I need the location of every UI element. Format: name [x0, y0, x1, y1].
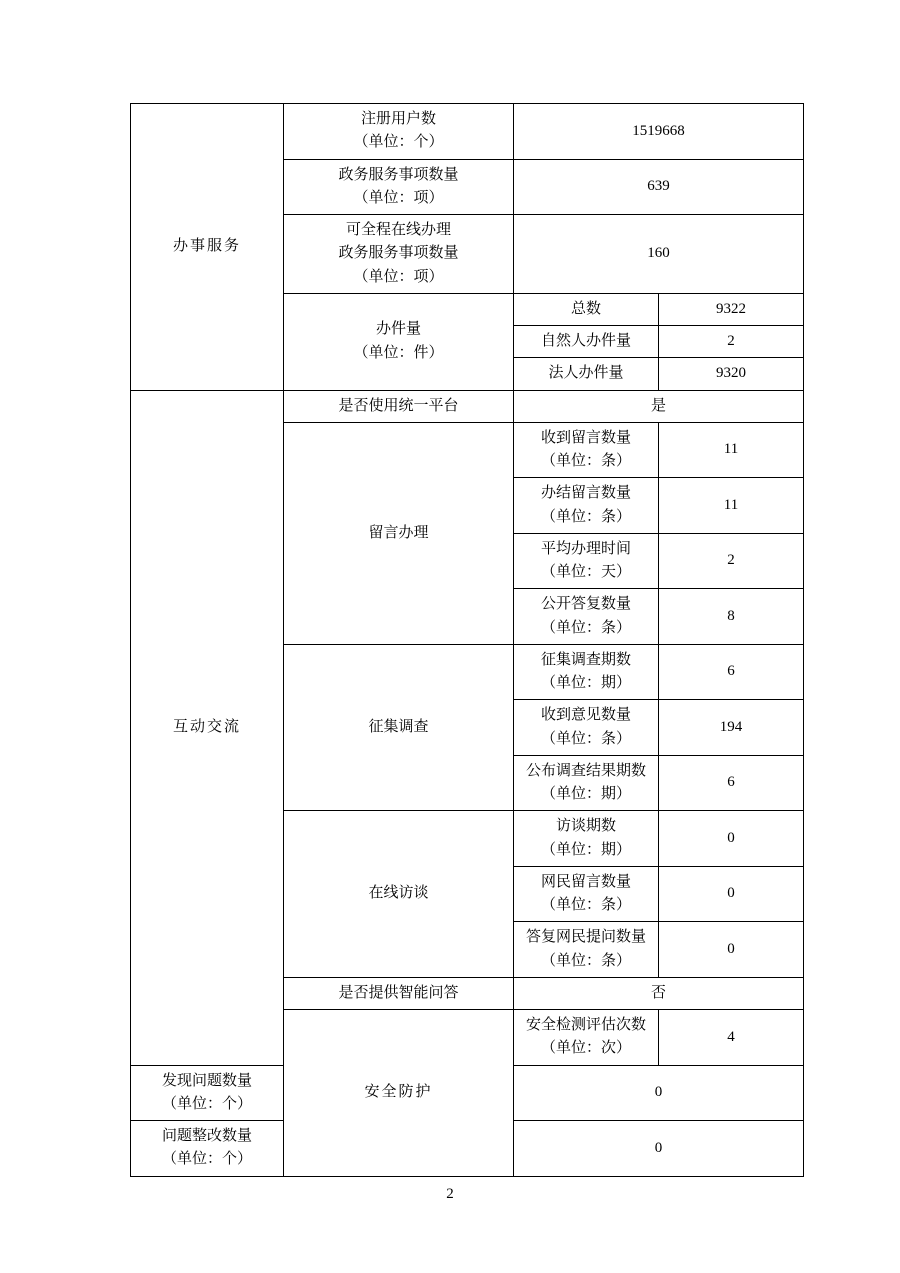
sub-label-unit: （单位：条）	[540, 508, 631, 525]
value-service-matters-count: 639	[514, 159, 804, 215]
government-website-report-table	[130, 103, 804, 1177]
page-number: 2	[446, 1186, 454, 1202]
sub-label-unit: （单位：条）	[540, 453, 631, 469]
item-label-line1: 可全程在线办理	[345, 222, 451, 238]
item-unit: （单位：项）	[353, 268, 444, 285]
item-smart-qa	[284, 977, 514, 1009]
sub-label-text: 公开答复数量	[540, 596, 631, 613]
sub-label-netizen-replies	[514, 922, 659, 978]
value-survey-periods: 6	[659, 644, 804, 700]
value-handled-legal-person: 9320	[659, 358, 804, 390]
sub-label-average-handling-time	[514, 533, 659, 589]
sub-label-legal-person: 法人办件量	[514, 358, 659, 390]
item-label: 安全检测评估次数	[525, 1017, 646, 1033]
sub-label-text: 平均办理时间	[540, 540, 631, 557]
item-label: 政务服务事项数量	[338, 166, 459, 183]
item-unified-platform	[284, 390, 514, 422]
sub-label-unit: （单位：条）	[540, 897, 631, 913]
item-security-assessments	[514, 1010, 659, 1066]
value-netizen-messages: 0	[659, 866, 804, 922]
sub-label-unit: （单位：条）	[540, 952, 631, 969]
sub-label-unit: （单位：条）	[540, 619, 631, 636]
item-survey-collection	[284, 644, 514, 811]
item-label: 注册用户数	[360, 111, 436, 127]
item-label: 征集调查	[368, 718, 429, 735]
item-unit: （单位：个）	[353, 134, 444, 151]
sub-label-interview-periods	[514, 811, 659, 867]
value-netizen-replies: 0	[659, 922, 804, 978]
item-issues-rectified	[131, 1121, 284, 1177]
item-unit: （单位：件）	[353, 344, 444, 361]
item-unit: （单位：个）	[161, 1095, 252, 1112]
value-public-replies: 8	[659, 589, 804, 645]
sub-label-natural-person: 自然人办件量	[514, 326, 659, 358]
sub-label-messages-completed	[514, 478, 659, 534]
item-unit: （单位：个）	[161, 1151, 252, 1168]
value-messages-completed: 11	[659, 478, 804, 534]
sub-label-opinions-received	[514, 700, 659, 756]
value-messages-received: 11	[659, 422, 804, 478]
sub-label-text: 答复网民提问数量	[525, 929, 646, 946]
value-handled-natural-person: 2	[659, 326, 804, 358]
value-issues-found: 0	[514, 1065, 804, 1121]
item-fully-online-matters	[284, 215, 514, 294]
sub-label-netizen-messages	[514, 866, 659, 922]
item-label: 是否提供智能问答	[338, 984, 459, 1001]
value-average-handling-time: 2	[659, 533, 804, 589]
sub-label-total: 总数	[514, 293, 659, 325]
value-smart-qa: 否	[514, 977, 804, 1009]
sub-label-unit: （单位：天）	[540, 564, 631, 580]
sub-label-text: 收到意见数量	[540, 707, 631, 724]
item-issues-found	[131, 1065, 284, 1121]
sub-label-text: 办结留言数量	[540, 485, 631, 502]
item-label-line2: 政务服务事项数量	[338, 245, 459, 262]
value-fully-online-matters: 160	[514, 215, 804, 294]
sub-label-text: 公布调查结果期数	[525, 762, 646, 779]
value-handled-total: 9322	[659, 293, 804, 325]
item-label: 是否使用统一平台	[338, 397, 459, 414]
value-registered-users: 1519668	[514, 104, 804, 160]
sub-label-public-replies	[514, 589, 659, 645]
sub-label-survey-periods	[514, 644, 659, 700]
value-issues-rectified: 0	[514, 1121, 804, 1177]
sub-label-unit: （单位：期）	[540, 841, 631, 858]
category-cell-interaction: 互动交流	[131, 390, 284, 1065]
item-online-interview	[284, 811, 514, 978]
sub-label-unit: （单位：期）	[540, 786, 631, 802]
sub-label-text: 访谈期数	[555, 818, 616, 835]
value-interview-periods: 0	[659, 811, 804, 867]
sub-label-published-results	[514, 755, 659, 811]
item-message-handling	[284, 422, 514, 644]
sub-label-text: 网民留言数量	[540, 873, 631, 890]
category-cell-security: 安全防护	[284, 1010, 514, 1177]
item-label: 办件量	[375, 321, 421, 338]
item-label: 在线访谈	[368, 885, 429, 902]
report-table-container	[130, 103, 788, 1177]
table-row	[131, 104, 804, 160]
category-cell-service: 办事服务	[131, 104, 284, 391]
value-published-results: 6	[659, 755, 804, 811]
item-registered-users	[284, 104, 514, 160]
item-unit: （单位：次）	[540, 1040, 631, 1057]
item-label: 发现问题数量	[161, 1072, 252, 1089]
item-unit: （单位：项）	[353, 189, 444, 206]
item-service-matters-count	[284, 159, 514, 215]
value-opinions-received: 194	[659, 700, 804, 756]
value-unified-platform: 是	[514, 390, 804, 422]
value-security-assessments: 4	[659, 1010, 804, 1066]
item-label: 问题整改数量	[161, 1128, 252, 1144]
sub-label-unit: （单位：条）	[540, 730, 631, 747]
item-label: 留言办理	[368, 524, 429, 541]
table-row	[131, 390, 804, 422]
sub-label-text: 征集调查期数	[540, 651, 631, 668]
item-handled-volume	[284, 293, 514, 390]
sub-label-unit: （单位：期）	[540, 675, 631, 691]
sub-label-messages-received	[514, 422, 659, 478]
sub-label-text: 收到留言数量	[540, 429, 631, 446]
